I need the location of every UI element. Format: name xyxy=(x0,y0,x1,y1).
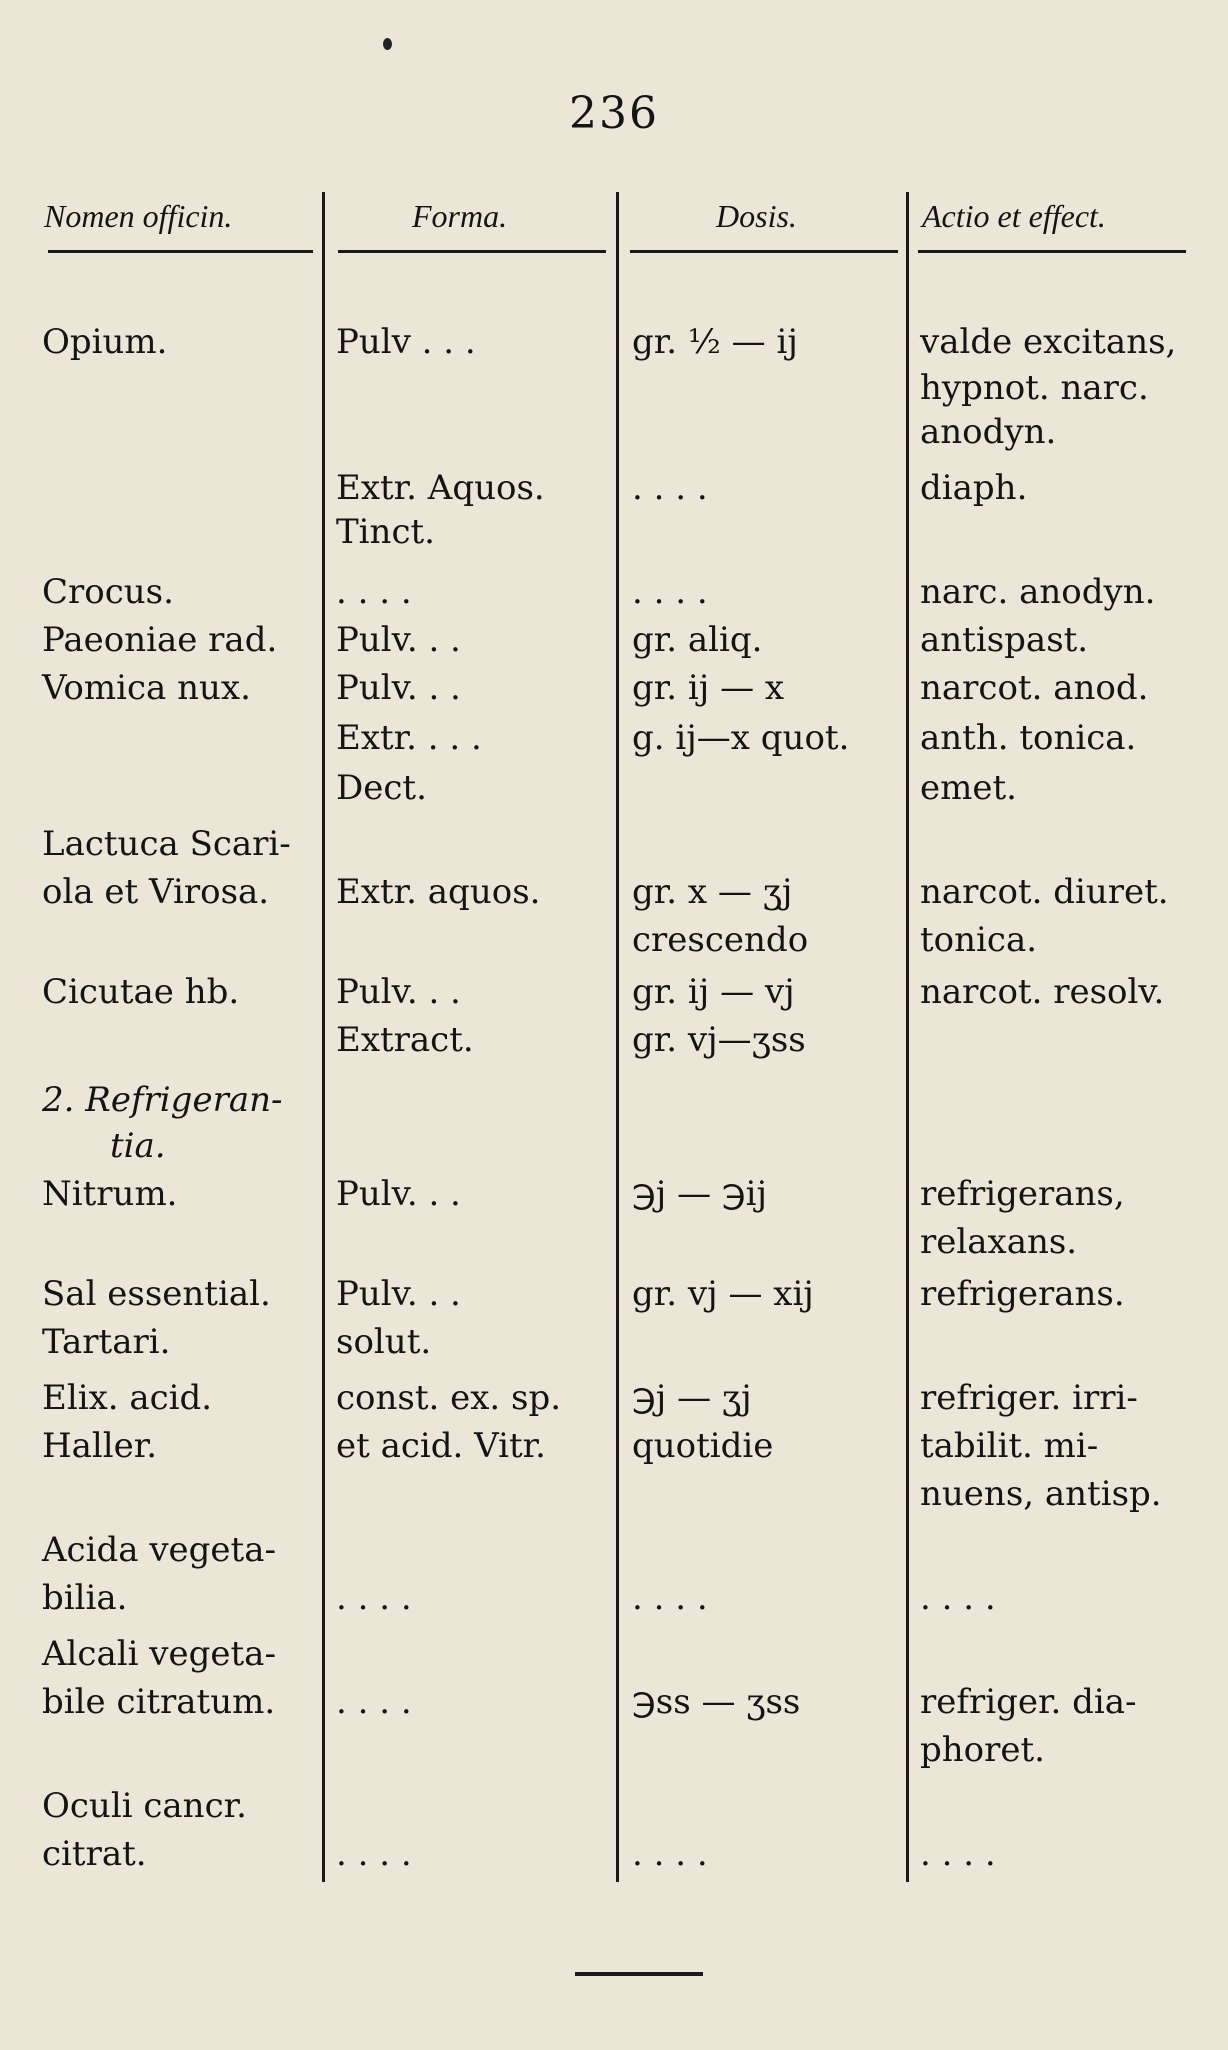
actio-cell: refriger. dia- xyxy=(920,1682,1137,1722)
nomen-cell: Lactuca Scari- xyxy=(42,824,291,864)
nomen-cell: citrat. xyxy=(42,1834,147,1874)
actio-cell: refrigerans. xyxy=(920,1274,1125,1314)
actio-cell: refriger. irri- xyxy=(920,1378,1138,1418)
actio-cell: tabilit. mi- xyxy=(920,1426,1099,1466)
forma-cell: Pulv. . . xyxy=(336,972,461,1012)
nomen-cell: Haller. xyxy=(42,1426,158,1466)
actio-cell: refrigerans, xyxy=(920,1174,1125,1214)
header-forma: Forma. xyxy=(412,198,508,234)
nomen-cell: Tartari. xyxy=(42,1322,171,1362)
actio-cell: valde excitans, xyxy=(920,322,1177,362)
nomen-cell: Oculi cancr. xyxy=(42,1786,247,1826)
dosis-cell: ℈j — ʒj xyxy=(632,1378,752,1418)
dosis-cell: ℈j — ℈ij xyxy=(632,1174,768,1214)
dosis-cell: crescendo xyxy=(632,920,809,960)
actio-cell: narcot. diuret. xyxy=(920,872,1169,912)
nomen-cell: Paeoniae rad. xyxy=(42,620,278,660)
forma-cell: solut. xyxy=(336,1322,432,1362)
dosis-cell: gr. ½ — ij xyxy=(632,322,798,362)
actio-cell: hypnot. narc. xyxy=(920,368,1149,408)
header-underline xyxy=(630,250,898,253)
forma-cell: . . . . xyxy=(336,1578,412,1618)
forma-cell: Extr. aquos. xyxy=(336,872,541,912)
actio-cell: phoret. xyxy=(920,1730,1045,1770)
nomen-cell: Acida vegeta- xyxy=(42,1530,276,1570)
dosis-cell: gr. vj—ʒss xyxy=(632,1020,806,1060)
actio-cell: relaxans. xyxy=(920,1222,1078,1262)
nomen-cell: ola et Virosa. xyxy=(42,872,270,912)
nomen-cell: bilia. xyxy=(42,1578,128,1618)
nomen-cell: bile citratum. xyxy=(42,1682,276,1722)
nomen-cell: Nitrum. xyxy=(42,1174,178,1214)
dosis-cell: g. ij—x quot. xyxy=(632,718,850,758)
dosis-cell: . . . . xyxy=(632,468,708,508)
header-dosis: Dosis. xyxy=(716,198,797,234)
dosis-cell: gr. x — ʒj xyxy=(632,872,793,912)
actio-cell: nuens, antisp. xyxy=(920,1474,1162,1514)
actio-cell: . . . . xyxy=(920,1578,996,1618)
nomen-cell: Vomica nux. xyxy=(42,668,251,708)
forma-cell: Pulv . . . xyxy=(336,322,476,362)
column-rule xyxy=(906,192,909,1882)
forma-cell: Extract. xyxy=(336,1020,474,1060)
forma-cell: Extr. Aquos. xyxy=(336,468,545,508)
nomen-cell: Sal essential. xyxy=(42,1274,271,1314)
dosis-cell: gr. aliq. xyxy=(632,620,763,660)
actio-cell: narcot. anod. xyxy=(920,668,1149,708)
dosis-cell: . . . . xyxy=(632,1834,708,1874)
actio-cell: emet. xyxy=(920,768,1017,808)
nomen-cell: Opium. xyxy=(42,322,168,362)
dosis-cell: quotidie xyxy=(632,1426,774,1466)
actio-cell: anodyn. xyxy=(920,412,1057,452)
forma-cell: Extr. . . . xyxy=(336,718,482,758)
header-nomen-officin: Nomen officin. xyxy=(44,198,233,234)
dosis-cell: . . . . xyxy=(632,1578,708,1618)
nomen-cell: 2. Refrigeran- xyxy=(42,1080,283,1120)
dosis-cell: . . . . xyxy=(632,572,708,612)
actio-cell: narcot. resolv. xyxy=(920,972,1165,1012)
actio-cell: diaph. xyxy=(920,468,1028,508)
dosis-cell: gr. vj — xij xyxy=(632,1274,814,1314)
forma-cell: et acid. Vitr. xyxy=(336,1426,546,1466)
forma-cell: Pulv. . . xyxy=(336,668,461,708)
actio-cell: antispast. xyxy=(920,620,1089,660)
header-underline xyxy=(48,250,313,253)
forma-cell: const. ex. sp. xyxy=(336,1378,562,1418)
forma-cell: . . . . xyxy=(336,1682,412,1722)
nomen-cell: Elix. acid. xyxy=(42,1378,213,1418)
actio-cell: anth. tonica. xyxy=(920,718,1137,758)
ink-speck xyxy=(383,38,392,50)
forma-cell: Pulv. . . xyxy=(336,1274,461,1314)
dosis-cell: gr. ij — x xyxy=(632,668,785,708)
header-underline xyxy=(338,250,606,253)
forma-cell: Tinct. xyxy=(336,512,435,552)
nomen-cell: tia. xyxy=(110,1126,166,1166)
actio-cell: tonica. xyxy=(920,920,1038,960)
forma-cell: Dect. xyxy=(336,768,427,808)
actio-cell: narc. anodyn. xyxy=(920,572,1156,612)
forma-cell: Pulv. . . xyxy=(336,1174,461,1214)
nomen-cell: Crocus. xyxy=(42,572,174,612)
dosis-cell: gr. ij — vj xyxy=(632,972,795,1012)
column-rule xyxy=(322,192,325,1882)
column-rule xyxy=(616,192,619,1882)
forma-cell: . . . . xyxy=(336,1834,412,1874)
header-underline xyxy=(918,250,1186,253)
forma-cell: . . . . xyxy=(336,572,412,612)
nomen-cell: Alcali vegeta- xyxy=(42,1634,276,1674)
forma-cell: Pulv. . . xyxy=(336,620,461,660)
end-rule xyxy=(575,1972,703,1976)
actio-cell: . . . . xyxy=(920,1834,996,1874)
dosis-cell: ℈ss — ʒss xyxy=(632,1682,801,1722)
nomen-cell: Cicutae hb. xyxy=(42,972,240,1012)
page-number: 236 xyxy=(569,88,659,139)
header-actio-et-effect: Actio et effect. xyxy=(922,198,1106,234)
